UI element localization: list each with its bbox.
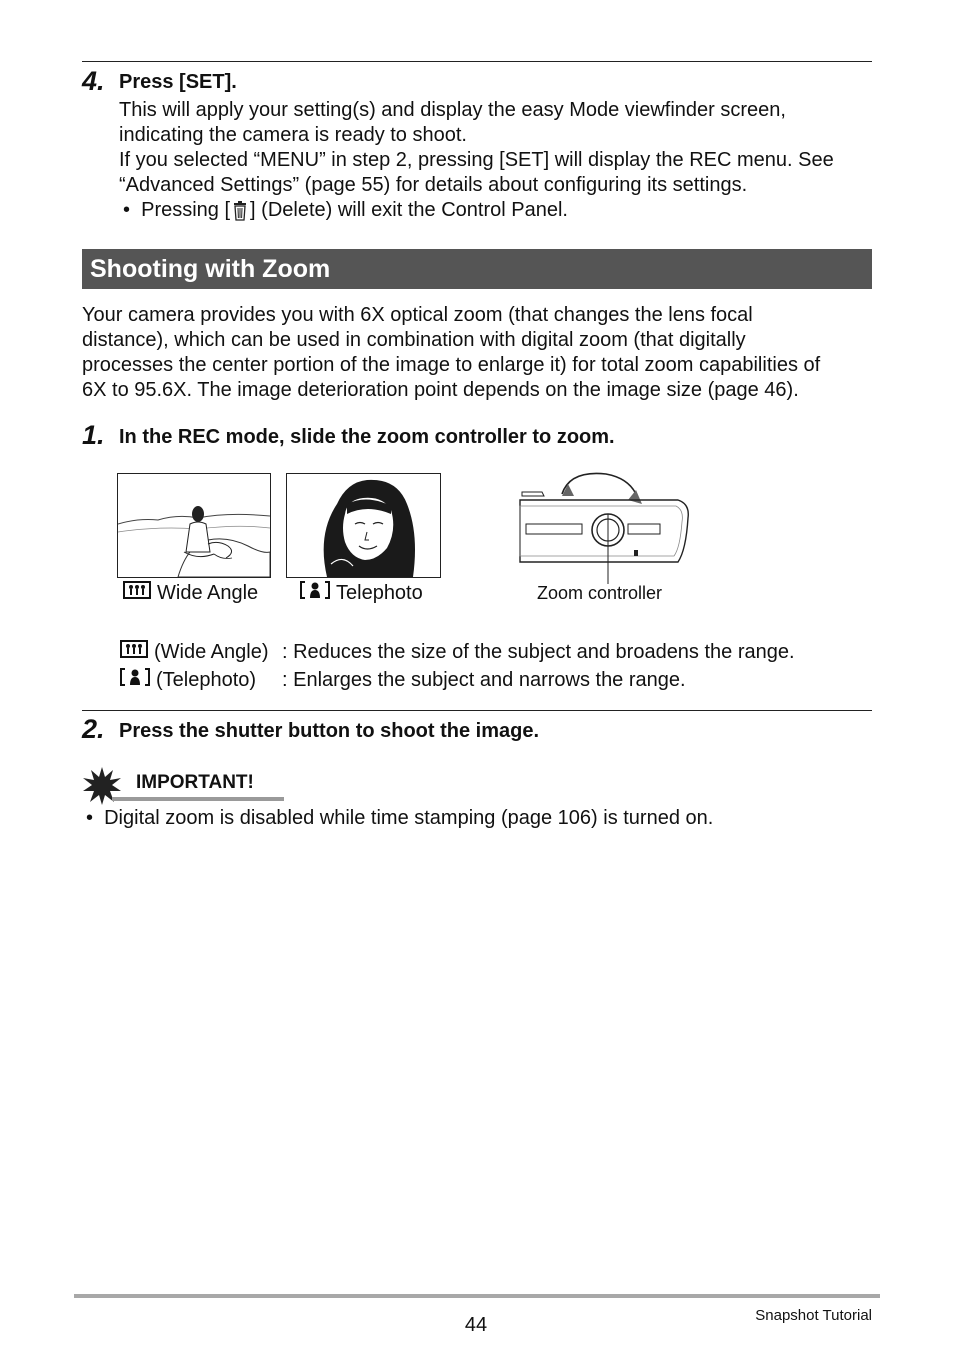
- wide-angle-photo: [117, 473, 271, 578]
- step-4-line-4: “Advanced Settings” (page 55) for details about configuring its settings.: [119, 174, 748, 196]
- step-2-title: Press the shutter button to shoot the image.: [119, 720, 540, 742]
- page-number: 44: [464, 1314, 488, 1336]
- telephoto-caption-text: Telephoto: [336, 582, 423, 604]
- telephoto-photo: [286, 473, 441, 578]
- wide-angle-term: [120, 639, 282, 665]
- telephoto-caption: [300, 580, 423, 606]
- important-underline: [112, 797, 284, 801]
- camera-zoom-controller-illustration: [518, 466, 693, 584]
- wide-angle-caption: [123, 580, 258, 606]
- step-4-number: 4.: [82, 66, 105, 96]
- telephoto-definition: [120, 667, 686, 693]
- step-4-line-1: This will apply your setting(s) and display the easy Mode viewfinder screen,: [119, 99, 786, 121]
- footer-section-label: Snapshot Tutorial: [755, 1307, 872, 1324]
- step-1-title: In the REC mode, slide the zoom controller to zoom.: [119, 426, 615, 448]
- telephoto-term: [120, 667, 282, 693]
- top-rule: [82, 61, 872, 62]
- wide-angle-caption-text: Wide Angle: [157, 582, 259, 604]
- zoom-controller-caption: Zoom controller: [537, 583, 663, 603]
- telephoto-icon: [120, 667, 150, 693]
- step-1-number: 1.: [82, 420, 105, 450]
- bullet-before: • Pressing [: [123, 199, 231, 221]
- step-4-title: Press [SET].: [119, 71, 237, 93]
- intro-line-2: distance), which can be used in combination with digital zoom (that digitally: [82, 329, 746, 351]
- wide-angle-desc: : Reduces the size of the subject and broadens the range.: [282, 641, 795, 663]
- step-4-body: [119, 98, 879, 223]
- telephoto-desc: : Enlarges the subject and narrows the range.: [282, 669, 686, 691]
- intro-paragraph: [82, 303, 872, 403]
- step-2-rule: [82, 710, 872, 711]
- step-4-line-2: indicating the camera is ready to shoot.: [119, 124, 467, 146]
- intro-line-4: 6X to 95.6X. The image deterioration point depends on the image size (page 46).: [82, 379, 799, 401]
- step-4-line-3: If you selected “MENU” in step 2, pressing [SET] will display the REC menu. See: [119, 149, 834, 171]
- bullet-after: ] (Delete) will exit the Control Panel.: [250, 199, 568, 221]
- wide-angle-icon: [123, 580, 151, 606]
- telephoto-term-text: (Telephoto): [156, 669, 257, 691]
- footer-bar: [74, 1294, 880, 1298]
- step-4-bullet: [119, 198, 879, 223]
- important-label: IMPORTANT!: [136, 772, 254, 793]
- wide-angle-definition: [120, 639, 795, 665]
- trash-icon: [230, 200, 250, 222]
- important-bullet: • Digital zoom is disabled while time stamping (page 106) is turned on.: [86, 807, 714, 829]
- wide-angle-term-text: (Wide Angle): [154, 641, 269, 663]
- telephoto-icon: [300, 580, 330, 606]
- step-2-number: 2.: [82, 714, 105, 744]
- intro-line-3: processes the center portion of the image to enlarge it) for total zoom capabilities of: [82, 354, 821, 376]
- section-heading: Shooting with Zoom: [82, 249, 872, 289]
- intro-line-1: Your camera provides you with 6X optical zoom (that changes the lens focal: [82, 304, 753, 326]
- wide-angle-icon: [120, 639, 148, 665]
